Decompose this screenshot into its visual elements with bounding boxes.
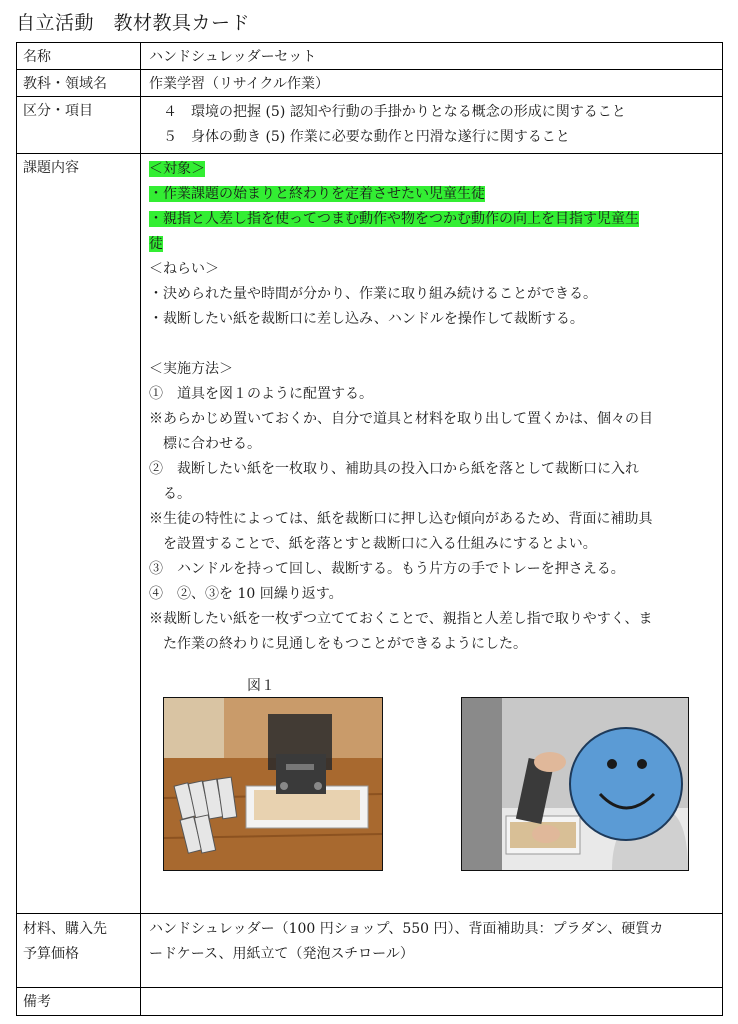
- aim-heading: ＜ねらい＞: [149, 261, 219, 277]
- page-title: 自立活動 教材教具カード: [16, 12, 251, 34]
- subject-label: 教科・領域名: [17, 70, 141, 97]
- materials-line-2: ードケース、用紙立て（発泡スチロール）: [149, 946, 414, 962]
- materials-value: [141, 914, 723, 988]
- category-line-4: ４ 環境の把握 (5) 認知や行動の手掛かりとなる概念の形成に関すること: [163, 104, 626, 120]
- note-3b: た作業の終わりに見通しをもつことができるようにした。: [163, 636, 527, 652]
- materials-label-2: 予算価格: [23, 946, 79, 962]
- method-step-1: ① 道具を図１のように配置する。: [149, 386, 373, 402]
- row-subject: [17, 70, 723, 97]
- note-3a: ※裁断したい紙を一枚ずつ立てておくことで、親指と人差し指で取りやすく、ま: [149, 611, 653, 627]
- remarks-label: 備考: [17, 988, 141, 1016]
- category-line-5: ５ 身体の動き (5) 作業に必要な動作と円滑な遂行に関すること: [163, 129, 570, 145]
- content-label: 課題内容: [17, 154, 141, 914]
- subject-value: 作業学習（リサイクル作業）: [141, 70, 723, 97]
- material-card-table: [16, 42, 723, 1016]
- row-materials: [17, 914, 723, 988]
- target-item-1: ・作業課題の始まりと終わりを定着させたい児童生徒: [149, 186, 485, 202]
- right-eye-icon: [637, 759, 647, 769]
- note-2b: を設置することで、紙を落とすと裁断口に入る仕組みにするとよい。: [163, 536, 597, 552]
- materials-label-1: 材料、購入先: [23, 921, 107, 937]
- figure-caption: 図１: [247, 678, 275, 694]
- shredder-setup-illustration: [164, 698, 382, 870]
- materials-line-1: ハンドシュレッダー（100 円ショップ、550 円）、背面補助具：プラダン、硬質カ: [149, 921, 664, 937]
- shredder-setup-photo: [163, 697, 383, 871]
- note-2a: ※生徒の特性によっては、紙を裁断口に押し込む傾向があるため、背面に補助具: [149, 511, 653, 527]
- target-item-2a: ・親指と人差し指を使ってつまむ動作や物をつかむ動作の向上を目指す児童生: [149, 211, 639, 227]
- method-step-2a: ② 裁断したい紙を一枚取り、補助具の投入口から紙を落として裁断口に入れ: [149, 461, 639, 477]
- category-value: [141, 97, 723, 154]
- student-illustration: [462, 698, 688, 870]
- note-1b: 標に合わせる。: [163, 436, 261, 452]
- remarks-value: [141, 988, 723, 1016]
- row-category: [17, 97, 723, 154]
- aim-item-1: ・決められた量や時間が分かり、作業に取り組み続けることができる。: [149, 286, 597, 302]
- category-label: 区分・項目: [17, 97, 141, 154]
- row-name: [17, 43, 723, 70]
- target-item-2b: 徒: [149, 236, 163, 252]
- method-step-4: ④ ②、③を 10 回繰り返す。: [149, 586, 343, 602]
- left-eye-icon: [607, 759, 617, 769]
- face-mask-icon: [570, 728, 682, 840]
- content-value: [141, 154, 723, 914]
- materials-label: [17, 914, 141, 988]
- name-value: ハンドシュレッダーセット: [141, 43, 723, 70]
- note-1a: ※あらかじめ置いておくか、自分で道具と材料を取り出して置くかは、個々の目: [149, 411, 653, 427]
- student-using-shredder-photo: [461, 697, 689, 871]
- aim-item-2: ・裁断したい紙を裁断口に差し込み、ハンドルを操作して裁断する。: [149, 311, 584, 327]
- target-heading: ＜対象＞: [149, 161, 205, 177]
- figure-area: [149, 675, 714, 897]
- method-step-3: ③ ハンドルを持って回し、裁断する。もう片方の手でトレーを押さえる。: [149, 561, 625, 577]
- name-label: 名称: [17, 43, 141, 70]
- row-content: [17, 154, 723, 914]
- method-step-2b: る。: [163, 486, 191, 502]
- method-heading: ＜実施方法＞: [149, 361, 233, 377]
- row-remarks: [17, 988, 723, 1016]
